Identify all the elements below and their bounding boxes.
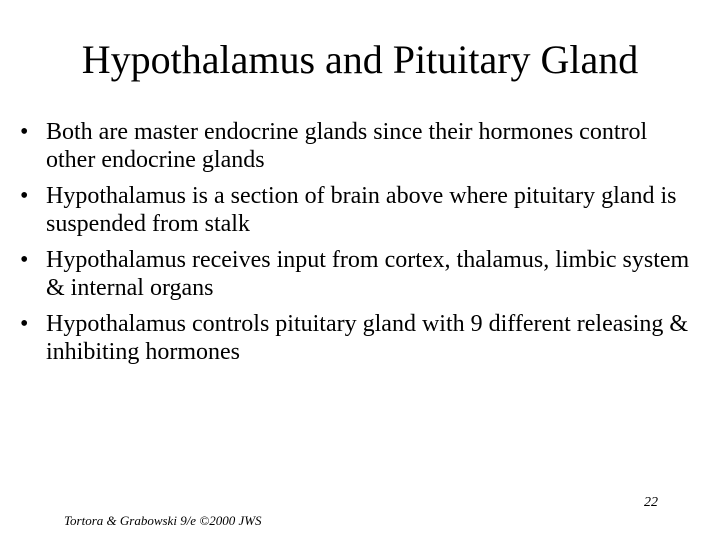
bullet-icon: •: [20, 183, 29, 209]
bullet-text: Hypothalamus receives input from cortex, thalamus, limbic system & internal organs: [46, 247, 690, 301]
slide-title: Hypothalamus and Pituitary Gland: [81, 37, 639, 82]
slide-number: 22: [644, 495, 658, 510]
bullet-list: [20, 118, 700, 374]
bullet-icon: •: [20, 311, 29, 337]
bullet-item: [20, 310, 700, 366]
footer-citation: Tortora & Grabowski 9/e ©2000 JWS: [64, 513, 262, 528]
bullet-text: Hypothalamus is a section of brain above where pituitary gland is suspended from stalk: [46, 183, 677, 237]
bullet-text: Hypothalamus controls pituitary gland with 9 different releasing & inhibiting hormones: [46, 311, 689, 365]
bullet-item: [20, 118, 700, 174]
bullet-item: [20, 182, 700, 238]
bullet-icon: •: [20, 247, 29, 273]
bullet-text: Both are master endocrine glands since their hormones control other endocrine glands: [46, 119, 648, 173]
bullet-item: [20, 246, 700, 302]
bullet-icon: •: [20, 119, 29, 145]
